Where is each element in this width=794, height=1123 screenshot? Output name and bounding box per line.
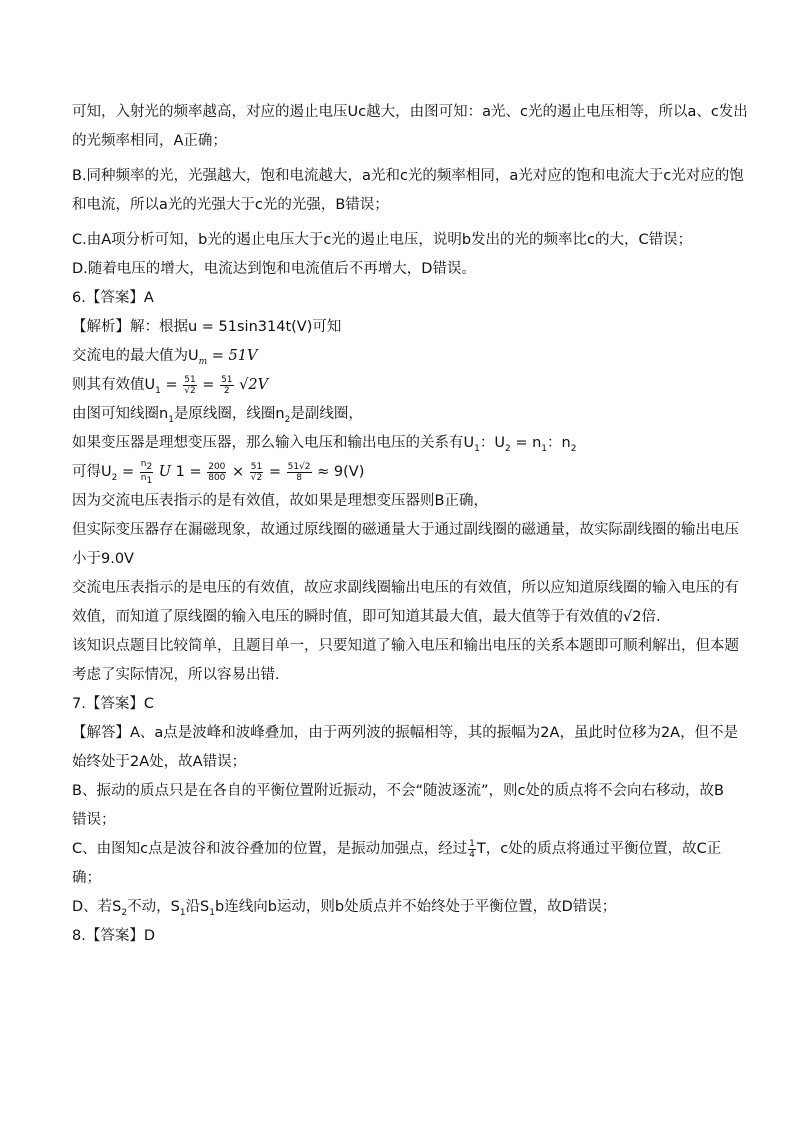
document-page: [72, 98, 748, 951]
text-line: 可知，入射光的频率越高，对应的遏止电压Uc越大，由图可知：a光、c光的遏止电压相等，所以a、c发出: [72, 104, 748, 120]
text-line: 由图可知线圈$n_1$是原线圈，线圈$n_2$是副线圈，: [72, 406, 363, 425]
fraction: $\frac{51}{2}$: [221, 374, 233, 396]
text-line: 该知识点题目比较简单，且题目单一，只要知道了输入电压和输出电压的关系本题即可顺利解出，但本题: [72, 638, 739, 654]
answer-heading: 7.【答案】C: [72, 696, 154, 712]
formula-line: 则其有效值$U_1$ = $\frac{51}{√2}$ = $\frac{51}{2}$ √2V: [72, 374, 269, 396]
text-line: 但实际变压器存在漏磁现象，故通过原线圈的磁通量大于通过副线圈的磁通量，故实际副线圈的输出电压: [72, 522, 739, 538]
formula-line: 可得$U_2$ = $\frac{n_2}{n_1}$ U 1 = $\frac{200}{800}$ × $\frac{51}{√2}$ = $\frac{51√2}{8}$ ≈ 9(V): [72, 458, 365, 486]
text-line: B、振动的质点只是在各自的平衡位置附近振动，不会“随波逐流”，则c处的质点将不会向右移动，故B: [72, 783, 724, 799]
text-line: D.随着电压的增大，电流达到饱和电流值后不再增大，D错误。: [72, 261, 476, 277]
fraction: $\frac{51√2}{8}$: [287, 461, 311, 483]
text-line: D、若$S_2$不动，$S_1$沿$S_1b$连线向b运动，则b处质点并不始终处于平衡位置，故D错误；: [72, 899, 617, 918]
text-line: 和电流，所以a光的光强大于c光的光强，B错误；: [72, 197, 389, 213]
text-line: 交流电压表指示的是电压的有效值，故应求副线圈输出电压的有效值，所以应知道原线圈的输入电压的有: [72, 580, 739, 596]
text-line: 因为交流电压表指示的是有效值，故如果是理想变压器则B正确，: [72, 493, 488, 509]
text-line: 小于9.0V: [72, 551, 134, 567]
fraction: $\frac{51}{√2}$: [250, 461, 263, 483]
text-line: 确；: [72, 870, 101, 886]
text-line: 错误；: [72, 812, 116, 828]
fraction: $\frac{1}{4}$: [469, 838, 475, 860]
text-line: 【解答】A、a点是波峰和波峰叠加，由于两列波的振幅相等，其的振幅为2A，虽此时位移为2A，但不是: [72, 725, 739, 741]
text-line: 始终处于2A处，故A错误；: [72, 754, 247, 770]
fraction: $\frac{200}{800}$: [208, 461, 226, 483]
text-line: C、由图知c点是波谷和波谷叠加的位置，是振动加强点，经过 $\frac{1}{4}$ T，c处的质点将通过平衡位置，故C正: [72, 838, 722, 860]
text-line: 如果变压器是理想变压器，那么输入电压和输出电压的关系有$U_1$：$U_2 = n_1$：$n_2$: [72, 435, 577, 454]
text-line: 【解析】解：根据u = 51sin314t(V)可知: [72, 319, 342, 335]
text-line: B.同种频率的光，光强越大，饱和电流越大，a光和c光的频率相同，a光对应的饱和电流大于c光对应的饱: [72, 168, 744, 184]
answer-heading: 8.【答案】D: [72, 928, 155, 944]
answer-heading: 6.【答案】A: [72, 290, 154, 306]
text-line: 考虑了实际情况，所以容易出错．: [72, 667, 290, 683]
fraction: $\frac{n_2}{n_1}$: [140, 458, 153, 486]
fraction: $\frac{51}{√2}$: [184, 374, 196, 396]
text-line: 的光频率相同，A正确；: [72, 133, 227, 149]
text-line: C.由A项分析可知，b光的遏止电压大于c光的遏止电压，说明b发出的光的频率比c的大，C错误；: [72, 232, 693, 248]
text-line: 效值，而知道了原线圈的输入电压的瞬时值，即可知道其最大值，最大值等于有效值的√2倍.: [72, 609, 661, 625]
formula-line: 交流电的最大值为$U_m = 51V$: [72, 348, 258, 367]
